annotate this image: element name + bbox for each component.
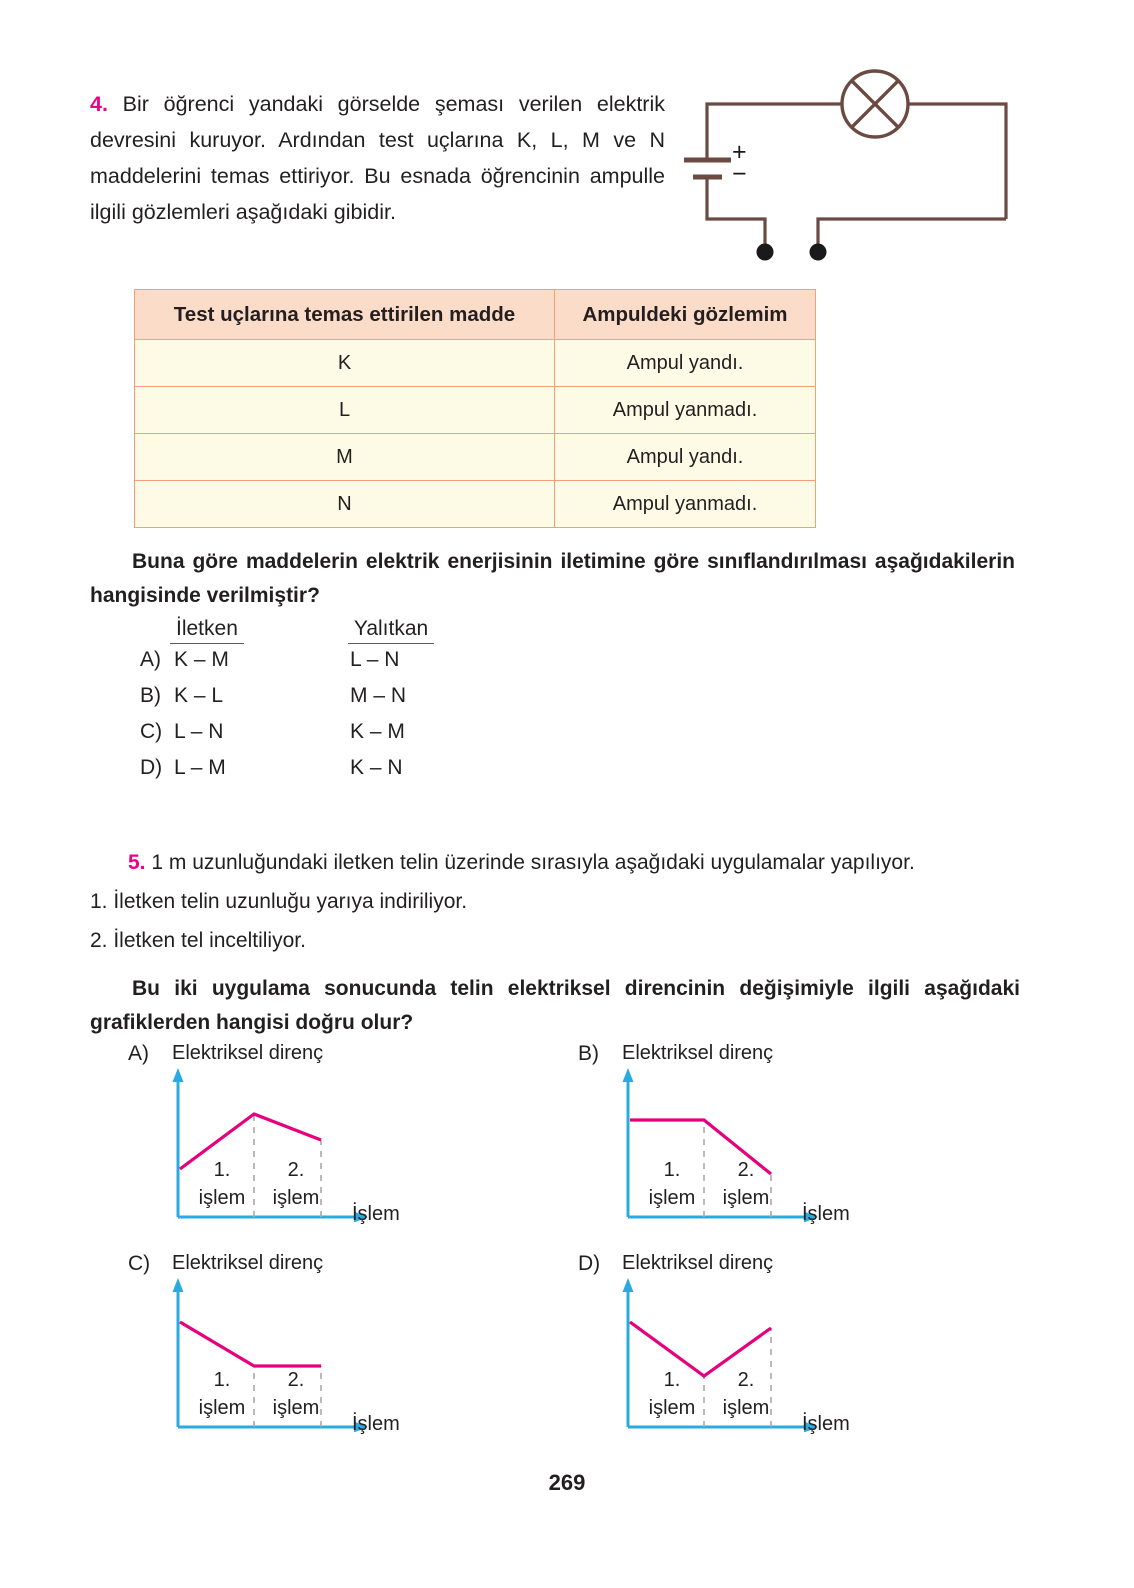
graph-c-y-axis-label: Elektriksel direnç [172, 1252, 324, 1274]
option-header-iletken: İletken [170, 617, 244, 644]
test-probe-right-icon [810, 244, 827, 261]
graph-c-region-1-label [190, 1366, 254, 1422]
graph-a-x-axis-label: İşlem [352, 1203, 400, 1225]
option-letter: B) [140, 684, 161, 707]
question-5-intro [90, 845, 1020, 959]
graph-b-y-axis-label: Elektriksel direnç [622, 1042, 774, 1064]
graph-c-region-2-number: 2. [287, 1369, 305, 1391]
graph-b-x-axis-label: İşlem [802, 1203, 850, 1225]
table-cell-observation: Ampul yandı. [555, 434, 816, 481]
table-cell-observation: Ampul yanmadı. [555, 481, 816, 528]
table-header-material: Test uçlarına temas ettirilen madde [135, 290, 555, 340]
question-4-number: 4. [90, 92, 108, 116]
graph-a-letter: A) [128, 1042, 149, 1065]
table-cell-material: M [135, 434, 555, 481]
battery-minus-label: − [732, 160, 747, 188]
graph-a-y-arrow [173, 1068, 184, 1082]
wire-top-left [707, 104, 843, 160]
test-probe-left-icon [757, 244, 774, 261]
question-5-lead-in-text: Bu iki uygulama sonucunda telin elektriksel direncinin değişimiyle ilgili aşağıdaki grafiklerden hangisi doğru olur? [90, 977, 1020, 1034]
option-yalitkan-value: L – N [350, 648, 400, 671]
option-column-headers [140, 617, 434, 644]
graph-b-region-1-label [640, 1156, 704, 1212]
graph-b-y-arrow [623, 1068, 634, 1082]
question-4-lead-in [90, 545, 1015, 613]
option-row-d[interactable] [140, 756, 434, 792]
graph-option-c[interactable] [128, 1250, 568, 1445]
option-yalitkan-value: K – N [350, 756, 403, 779]
graph-c-y-arrow [173, 1278, 184, 1292]
graph-a-region-1-label [190, 1156, 254, 1212]
graph-d-region-2-number: 2. [737, 1369, 755, 1391]
graph-b-letter: B) [578, 1042, 599, 1065]
graph-b-region-1-number: 1. [663, 1159, 681, 1181]
option-row-a[interactable] [140, 648, 434, 684]
circuit-diagram [676, 56, 1026, 276]
option-iletken-value: L – M [174, 756, 226, 779]
graph-b-region-1-word: işlem [648, 1187, 696, 1209]
question-5-step-1: 1. İletken telin uzunluğu yarıya indiriliyor. [90, 890, 468, 913]
graph-c-letter: C) [128, 1252, 151, 1275]
question-5-first-line [90, 845, 1020, 881]
graph-c-data-line [180, 1322, 321, 1366]
graph-c-region-2-word: işlem [272, 1397, 320, 1419]
graph-d-region-1-word: işlem [648, 1397, 696, 1419]
graph-a-region-1-number: 1. [213, 1159, 231, 1181]
question-5-intro-text: 1 m uzunluğundaki iletken telin üzerinde sırasıyla aşağıdaki uygulamalar yapılıyor. [151, 851, 915, 874]
wire-top-right [908, 104, 1006, 219]
question-4-lead-in-text: Buna göre maddelerin elektrik enerjisinin iletimine göre sınıflandırılması aşağıdakilerin hangisinde verilmiştir? [90, 550, 1015, 607]
option-letter: C) [140, 720, 163, 743]
graph-d-region-2-label [714, 1366, 778, 1422]
graph-d-y-arrow [623, 1278, 634, 1292]
question-4-text [90, 86, 665, 230]
option-row-b[interactable] [140, 684, 434, 720]
graph-option-b[interactable] [578, 1040, 1018, 1235]
question-4-options [140, 617, 434, 792]
option-iletken-value: K – M [174, 648, 229, 671]
graph-b-region-2-number: 2. [737, 1159, 755, 1181]
option-letter: D) [140, 756, 163, 779]
battery-plus-label: + [732, 138, 747, 166]
graph-d-x-axis-label: İşlem [802, 1413, 850, 1435]
table-cell-material: K [135, 340, 555, 387]
table-row [135, 434, 816, 481]
table-cell-observation: Ampul yandı. [555, 340, 816, 387]
table-cell-observation: Ampul yanmadı. [555, 387, 816, 434]
table-row [135, 340, 816, 387]
graph-d-y-axis-label: Elektriksel direnç [622, 1252, 774, 1274]
option-yalitkan-value: K – M [350, 720, 405, 743]
page-number: 269 [548, 1470, 586, 1495]
circuit-svg [676, 56, 1026, 271]
question-5-lead-in [90, 972, 1020, 1040]
table-cell-material: L [135, 387, 555, 434]
graph-c-region-2-label [264, 1366, 328, 1422]
graph-d-region-1-number: 1. [663, 1369, 681, 1391]
graph-a-region-1-word: işlem [198, 1187, 246, 1209]
graph-a-region-2-label [264, 1156, 328, 1212]
graph-c-x-axis-label: İşlem [352, 1413, 400, 1435]
question-5-number: 5. [128, 851, 146, 874]
option-yalitkan-value: M – N [350, 684, 407, 707]
option-header-yalitkan: Yalıtkan [348, 617, 434, 644]
graph-d-letter: D) [578, 1252, 601, 1275]
table-row [135, 481, 816, 528]
graph-d-region-2-word: işlem [722, 1397, 770, 1419]
table-cell-material: N [135, 481, 555, 528]
graph-d-region-1-label [640, 1366, 704, 1422]
graph-a-y-axis-label: Elektriksel direnç [172, 1042, 324, 1064]
option-letter: A) [140, 648, 161, 671]
option-iletken-value: L – N [174, 720, 224, 743]
wire-bottom-right [818, 219, 1006, 251]
question-5-step-2: 2. İletken tel inceltiliyor. [90, 929, 306, 952]
graph-b-region-2-word: işlem [722, 1187, 770, 1209]
graph-c-region-1-number: 1. [213, 1369, 231, 1391]
graph-c-region-1-word: işlem [198, 1397, 246, 1419]
table-header-row [135, 290, 816, 340]
graph-option-a[interactable] [128, 1040, 568, 1235]
table-row [135, 387, 816, 434]
option-iletken-value: K – L [174, 684, 224, 707]
question-4-body: Bir öğrenci yandaki görselde şeması verilen elektrik devresini kuruyor. Ardından test uçlarına K, L, M ve N maddelerini temas ettiriyor. Bu esnada öğrencinin ampulle ilgili gözlemleri aşağıdaki gibidir. [90, 92, 665, 224]
observation-table [134, 289, 816, 528]
graph-a-region-2-number: 2. [287, 1159, 305, 1181]
graph-option-d[interactable] [578, 1250, 1018, 1445]
graph-b-region-2-label [714, 1156, 778, 1212]
option-row-c[interactable] [140, 720, 434, 756]
table-header-observation: Ampuldeki gözlemim [555, 290, 816, 340]
graph-a-region-2-word: işlem [272, 1187, 320, 1209]
